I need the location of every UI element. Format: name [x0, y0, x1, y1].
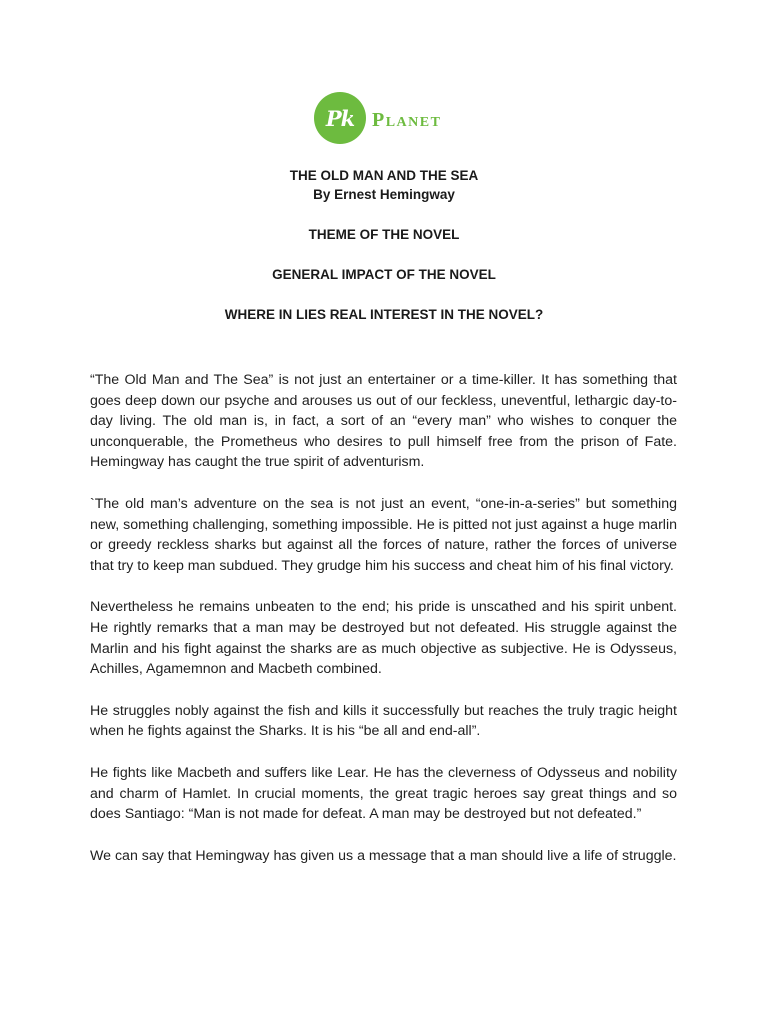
heading-interest: WHERE IN LIES REAL INTEREST IN THE NOVEL? [224, 307, 544, 322]
paragraph: “The Old Man and The Sea” is not just an entertainer or a time-killer. It has something that goes deep down our psyche and arouses us out of our feckless, uneventful, lethargic day-to-day living. The old man is, in fact, a sort of an “every man” who wishes to conquer the unconquerable, the Prometheus who desires to pull himself free from the prison of Fate. Hemingway has caught the true spirit of adventurism. [90, 372, 677, 471]
logo-mark-text: Pk [325, 105, 355, 131]
paragraph: He fights like Macbeth and suffers like Lear. He has the cleverness of Odysseus and nobility and charm of Hamlet. In crucial moments, the great tragic heroes say great things and so does Santiago: “Man is not made for defeat. A man may be destroyed but not defeated.” [90, 764, 677, 823]
pk-logo-icon [314, 92, 366, 144]
document-headings [0, 166, 768, 324]
paragraph: He struggles nobly against the fish and kills it successfully but reaches the truly tragic height when he fights against the Sharks. It is his “be all and end-all”. [90, 702, 677, 740]
heading-impact: GENERAL IMPACT OF THE NOVEL [272, 267, 496, 282]
heading-theme: THEME OF THE NOVEL [308, 227, 460, 242]
paragraph: Nevertheless he remains unbeaten to the end; his pride is unscathed and his spirit unbent. He rightly remarks that a man may be destroyed but not defeated. His struggle against the Marlin and his fight against the sharks are as much objective as subjective. He is Odysseus, Achilles, Agamemnon and Macbeth combined. [90, 599, 677, 678]
paragraph: `The old man’s adventure on the sea is not just an event, “one-in-a-series” but something new, something challenging, something impossible. He is pitted not just against a huge marlin or greedy reckless sharks but against all the forces of nature, rather the forces of universe that try to keep man subdued. They grudge him his success and cheat him of his final victory. [90, 495, 677, 574]
document-author: By Ernest Hemingway [313, 187, 455, 202]
paragraph: We can say that Hemingway has given us a message that a man should live a life of struggle. [90, 847, 677, 864]
logo-wordmark: Planet [372, 108, 442, 131]
planet-logo [314, 92, 441, 144]
document-body [90, 370, 677, 887]
document-title: THE OLD MAN AND THE SEA [289, 168, 479, 183]
